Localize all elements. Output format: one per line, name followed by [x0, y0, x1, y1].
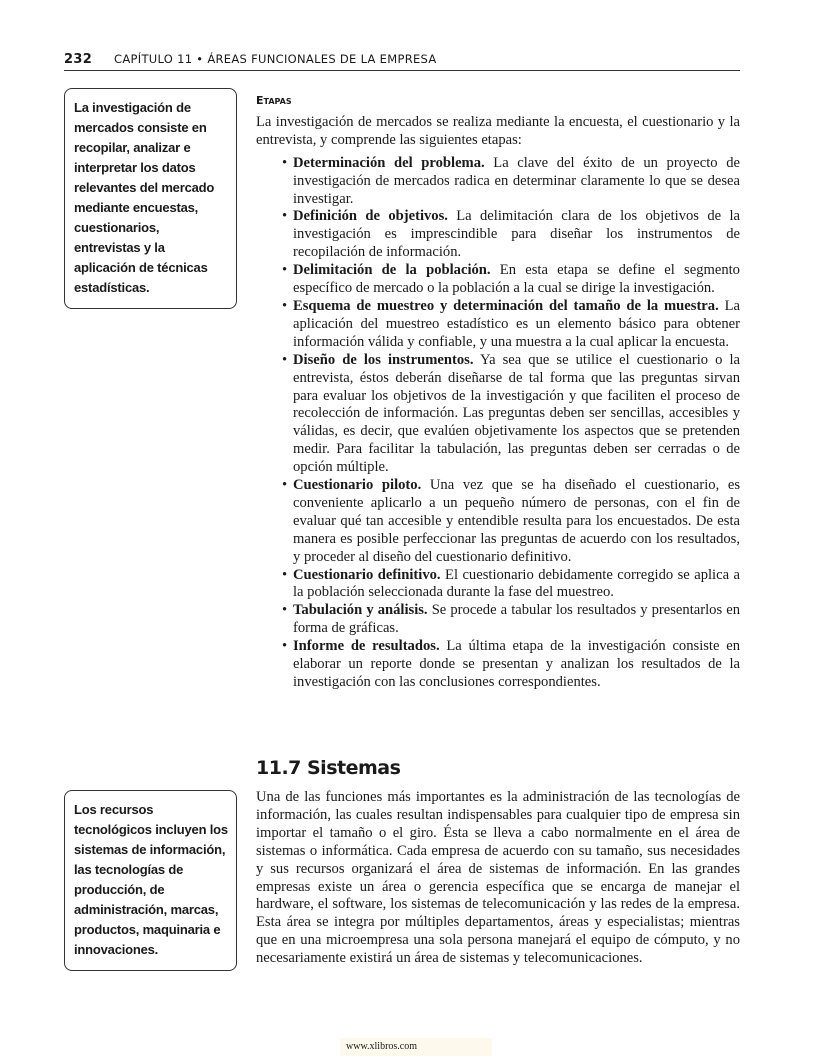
bullet-icon: •	[282, 297, 288, 314]
etapa-text: La delimitación clara de los objetivos de la investigación es imprescindible para diseñar los instrumentos de recopilación de información.	[293, 208, 740, 261]
etapa-text: El cuestionario debidamente corregido se aplica a la población seleccionada durante la fase del muestreo.	[293, 566, 741, 601]
etapa-item	[282, 208, 740, 262]
etapas-section	[256, 92, 740, 692]
etapas-heading: Etapas	[256, 94, 292, 107]
etapas-list	[256, 155, 740, 692]
etapa-item	[282, 351, 740, 477]
etapa-item	[282, 154, 740, 209]
etapa-text: Una vez que se ha diseñado el cuestionario, es conveniente aplicarlo a un pequeño número de personas, con el fin de evaluar qué tan accesible y entendible resulta para los encuestados. De esta manera es posible perfeccionar las preguntas de acuerdo con los resultados, y proceder al diseño del cuestionario definitivo.	[293, 477, 741, 565]
etapa-item	[282, 638, 740, 692]
section-paragraph: Una de las funciones más importantes es la administración de las tecnologías de información, las cuales resultan indispensables para cualquier tipo de empresa sin importar el tamaño o el giro. Ésta se lleva a cabo normalmente en el área de sistemas o informática. Cada empresa de acuerdo con su tamaño, sus necesidades y sus recursos organizará el área de sistemas de información. En las grandes empresas existe un área o gerencia específica que se encarga de manejar el hardware, el software, los sistemas de telecomunicación y las redes de la empresa. Esta área se integra por múltiples departamentos, áreas y especialistas; mientras que en una microempresa una sola persona manejará el equipo de cómputo, y no necesariamente existirá un área de sistemas y telecomunicaciones.	[256, 789, 740, 967]
etapa-item	[282, 566, 741, 603]
etapa-text: La clave del éxito de un proyecto de investigación de mercados radica en determinar claramente lo que se desea investigar.	[293, 154, 740, 207]
bullet-icon: •	[282, 638, 288, 655]
etapa-text: La aplicación del muestreo estadístico es un elemento básico para obtener información válida y confiable, y una muestra a la cual aplicar la encuesta.	[293, 297, 740, 350]
bullet-icon: •	[282, 208, 288, 225]
etapa-term: Cuestionario definitivo.	[293, 566, 441, 583]
sidebar-note-2: Los recursos tecnológicos incluyen los sistemas de información, las tecnologías de producción, de administración, marcas, productos, maquinaria e innovaciones.	[64, 790, 237, 971]
etapa-text: Ya sea que se utilice el cuestionario o la entrevista, éstos deberán diseñarse de tal forma que las preguntas sirvan para evaluar los objetivos de la investigación y que faciliten el proceso de recolección de información. Las preguntas deben ser sencillas, accesibles y válidas, es decir, que evalúen objetivamente los aspectos que se pretenden medir. Para facilitar la tabulación, las preguntas deben ser cerradas o de opción múltiple.	[293, 351, 740, 476]
section-title: 11.7 Sistemas	[256, 757, 401, 779]
etapa-term: Tabulación y análisis.	[293, 602, 428, 619]
bullet-icon: •	[282, 262, 288, 279]
etapas-intro: La investigación de mercados se realiza mediante la encuesta, el cuestionario y la entrevista, y comprende las siguientes etapas:	[256, 113, 740, 148]
running-header	[64, 52, 740, 71]
etapa-term: Delimitación de la población.	[293, 262, 491, 279]
bullet-icon: •	[282, 477, 288, 494]
etapa-term: Informe de resultados.	[293, 638, 440, 655]
bullet-icon: •	[282, 602, 288, 619]
page-number: 232	[64, 52, 93, 67]
etapa-text: En esta etapa se define el segmento específico de mercado o la población a la cual se dirige la investigación.	[293, 262, 740, 297]
etapa-term: Definición de objetivos.	[293, 208, 448, 225]
bullet-icon: •	[282, 154, 288, 171]
etapa-text: Se procede a tabular los resultados y presentarlos en forma de gráficas.	[293, 602, 740, 637]
etapa-text: La última etapa de la investigación consiste en elaborar un reporte donde se presentan y analizan los resultados de la investigación con las conclusiones correspondientes.	[293, 638, 740, 690]
footer-watermark: www.xlibros.com	[340, 1038, 492, 1056]
sidebar-note-1: La investigación de mercados consiste en recopilar, analizar e interpretar los datos relevantes del mercado mediante encuestas, cuestionarios, entrevistas y la aplicación de técnicas estadísticas.	[64, 88, 237, 309]
etapa-item	[282, 297, 740, 352]
etapa-item	[282, 602, 740, 638]
etapa-term: Esquema de muestreo y determinación del tamaño de la muestra.	[293, 297, 719, 314]
etapa-term: Cuestionario piloto.	[293, 477, 422, 494]
etapa-term: Determinación del problema.	[293, 154, 485, 171]
running-title: CAPÍTULO 11 • ÁREAS FUNCIONALES DE LA EMPRESA	[114, 52, 437, 66]
bullet-icon: •	[282, 566, 288, 583]
etapa-item	[282, 477, 741, 567]
etapa-term: Diseño de los instrumentos.	[293, 351, 474, 368]
etapa-item	[282, 262, 740, 298]
bullet-icon: •	[282, 351, 288, 368]
